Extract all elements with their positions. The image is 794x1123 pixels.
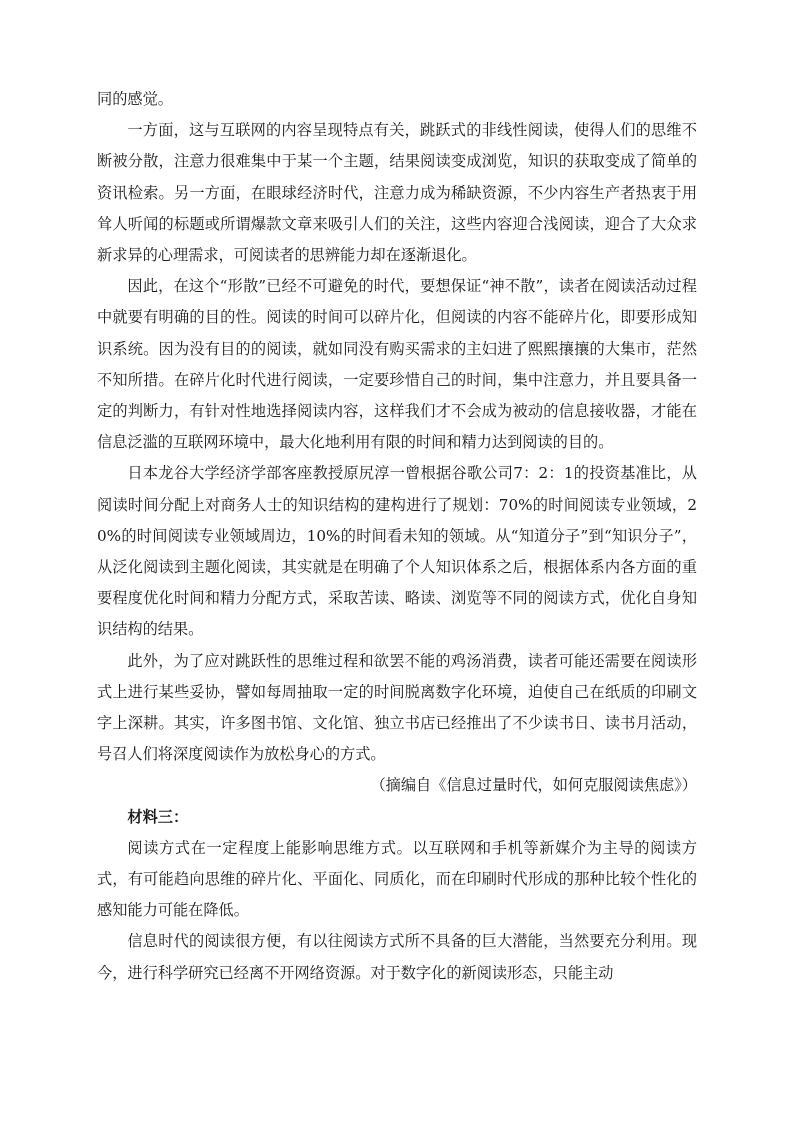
section-heading: 材料三： <box>127 807 189 826</box>
paragraph-therefore: 因此，在这个“形散”已经不可避免的时代，要想保证“神不散”，读者在阅读活动过程中就要有明确的目的性。阅读的时间可以碎片化，但阅读的内容不能碎片化，即要形成知识系统。因为没有目的的阅读，就如同没有购买需求的主妇进了熙熙攘攘的大集市，茫然不知所措。在碎片化时代进行阅读，一定要珍惜自己的时间，集中注意力，并且要具备一定的判断力，有针对性地选择阅读内容，这样我们才不会成为被动的信息接收器，才能在信息泛滥的互联网环境中，最大化地利用有限的时间和精力达到阅读的目的。 <box>97 277 697 452</box>
paragraph-japan-professor: 日本龙谷大学经济学部客座教授原尻淳一曾根据谷歌公司7：2：1的投资基准比，从阅读时间分配上对商务人士的知识结构的建构进行了规划：70%的时间阅读专业领域，20%的时间阅读专业领域周边，10%的时间看未知的领域。从“知道分子”到“知识分子”，从泛化阅读到主题化阅读，其实就是在明确了个人知识体系之后，根据体系内各方面的重要程度优化时间和精力分配方式，采取苦读、略读、浏览等不同的阅读方式，优化自身知识结构的结果。 <box>97 464 697 639</box>
paragraph-continuation: 同的感觉。 <box>97 90 173 108</box>
paragraph-reading-method: 阅读方式在一定程度上能影响思维方式。以互联网和手机等新媒介为主导的阅读方式，有可能趋向思维的碎片化、平面化、同质化，而在印刷时代形成的那种比较个性化的感知能力可能在降低。 <box>97 838 697 920</box>
source-citation: （摘编自《信息过量时代，如何克服阅读焦虑》） <box>370 776 697 795</box>
paragraph-one-hand: 一方面，这与互联网的内容呈现特点有关，跳跃式的非线性阅读，使得人们的思维不断被分散，注意力很难集中于某一个主题，结果阅读变成浏览，知识的获取变成了简单的资讯检索。另一方面，在眼球经济时代，注意力成为稀缺资源，不少内容生产者热衷于用耸人听闻的标题或所谓爆款文章来吸引人们的关注，这些内容迎合浅阅读，迎合了大众求新求异的心理需求，可阅读者的思辨能力却在逐渐退化。 <box>97 121 697 265</box>
document-page <box>97 84 697 989</box>
paragraph-furthermore: 此外，为了应对跳跃性的思维过程和欲罢不能的鸡汤消费，读者可能还需要在阅读形式上进行某些妥协，譬如每周抽取一定的时间脱离数字化环境，迫使自己在纸质的印刷文字上深耕。其实，许多图书馆、文化馆、独立书店已经推出了不少读书日、读书月活动，号召人们将深度阅读作为放松身心的方式。 <box>97 651 697 764</box>
paragraph-info-age: 信息时代的阅读很方便，有以往阅读方式所不具备的巨大潜能，当然要充分利用。现今，进行科学研究已经离不开网络资源。对于数字化的新阅读形态，只能主动 <box>97 932 697 982</box>
